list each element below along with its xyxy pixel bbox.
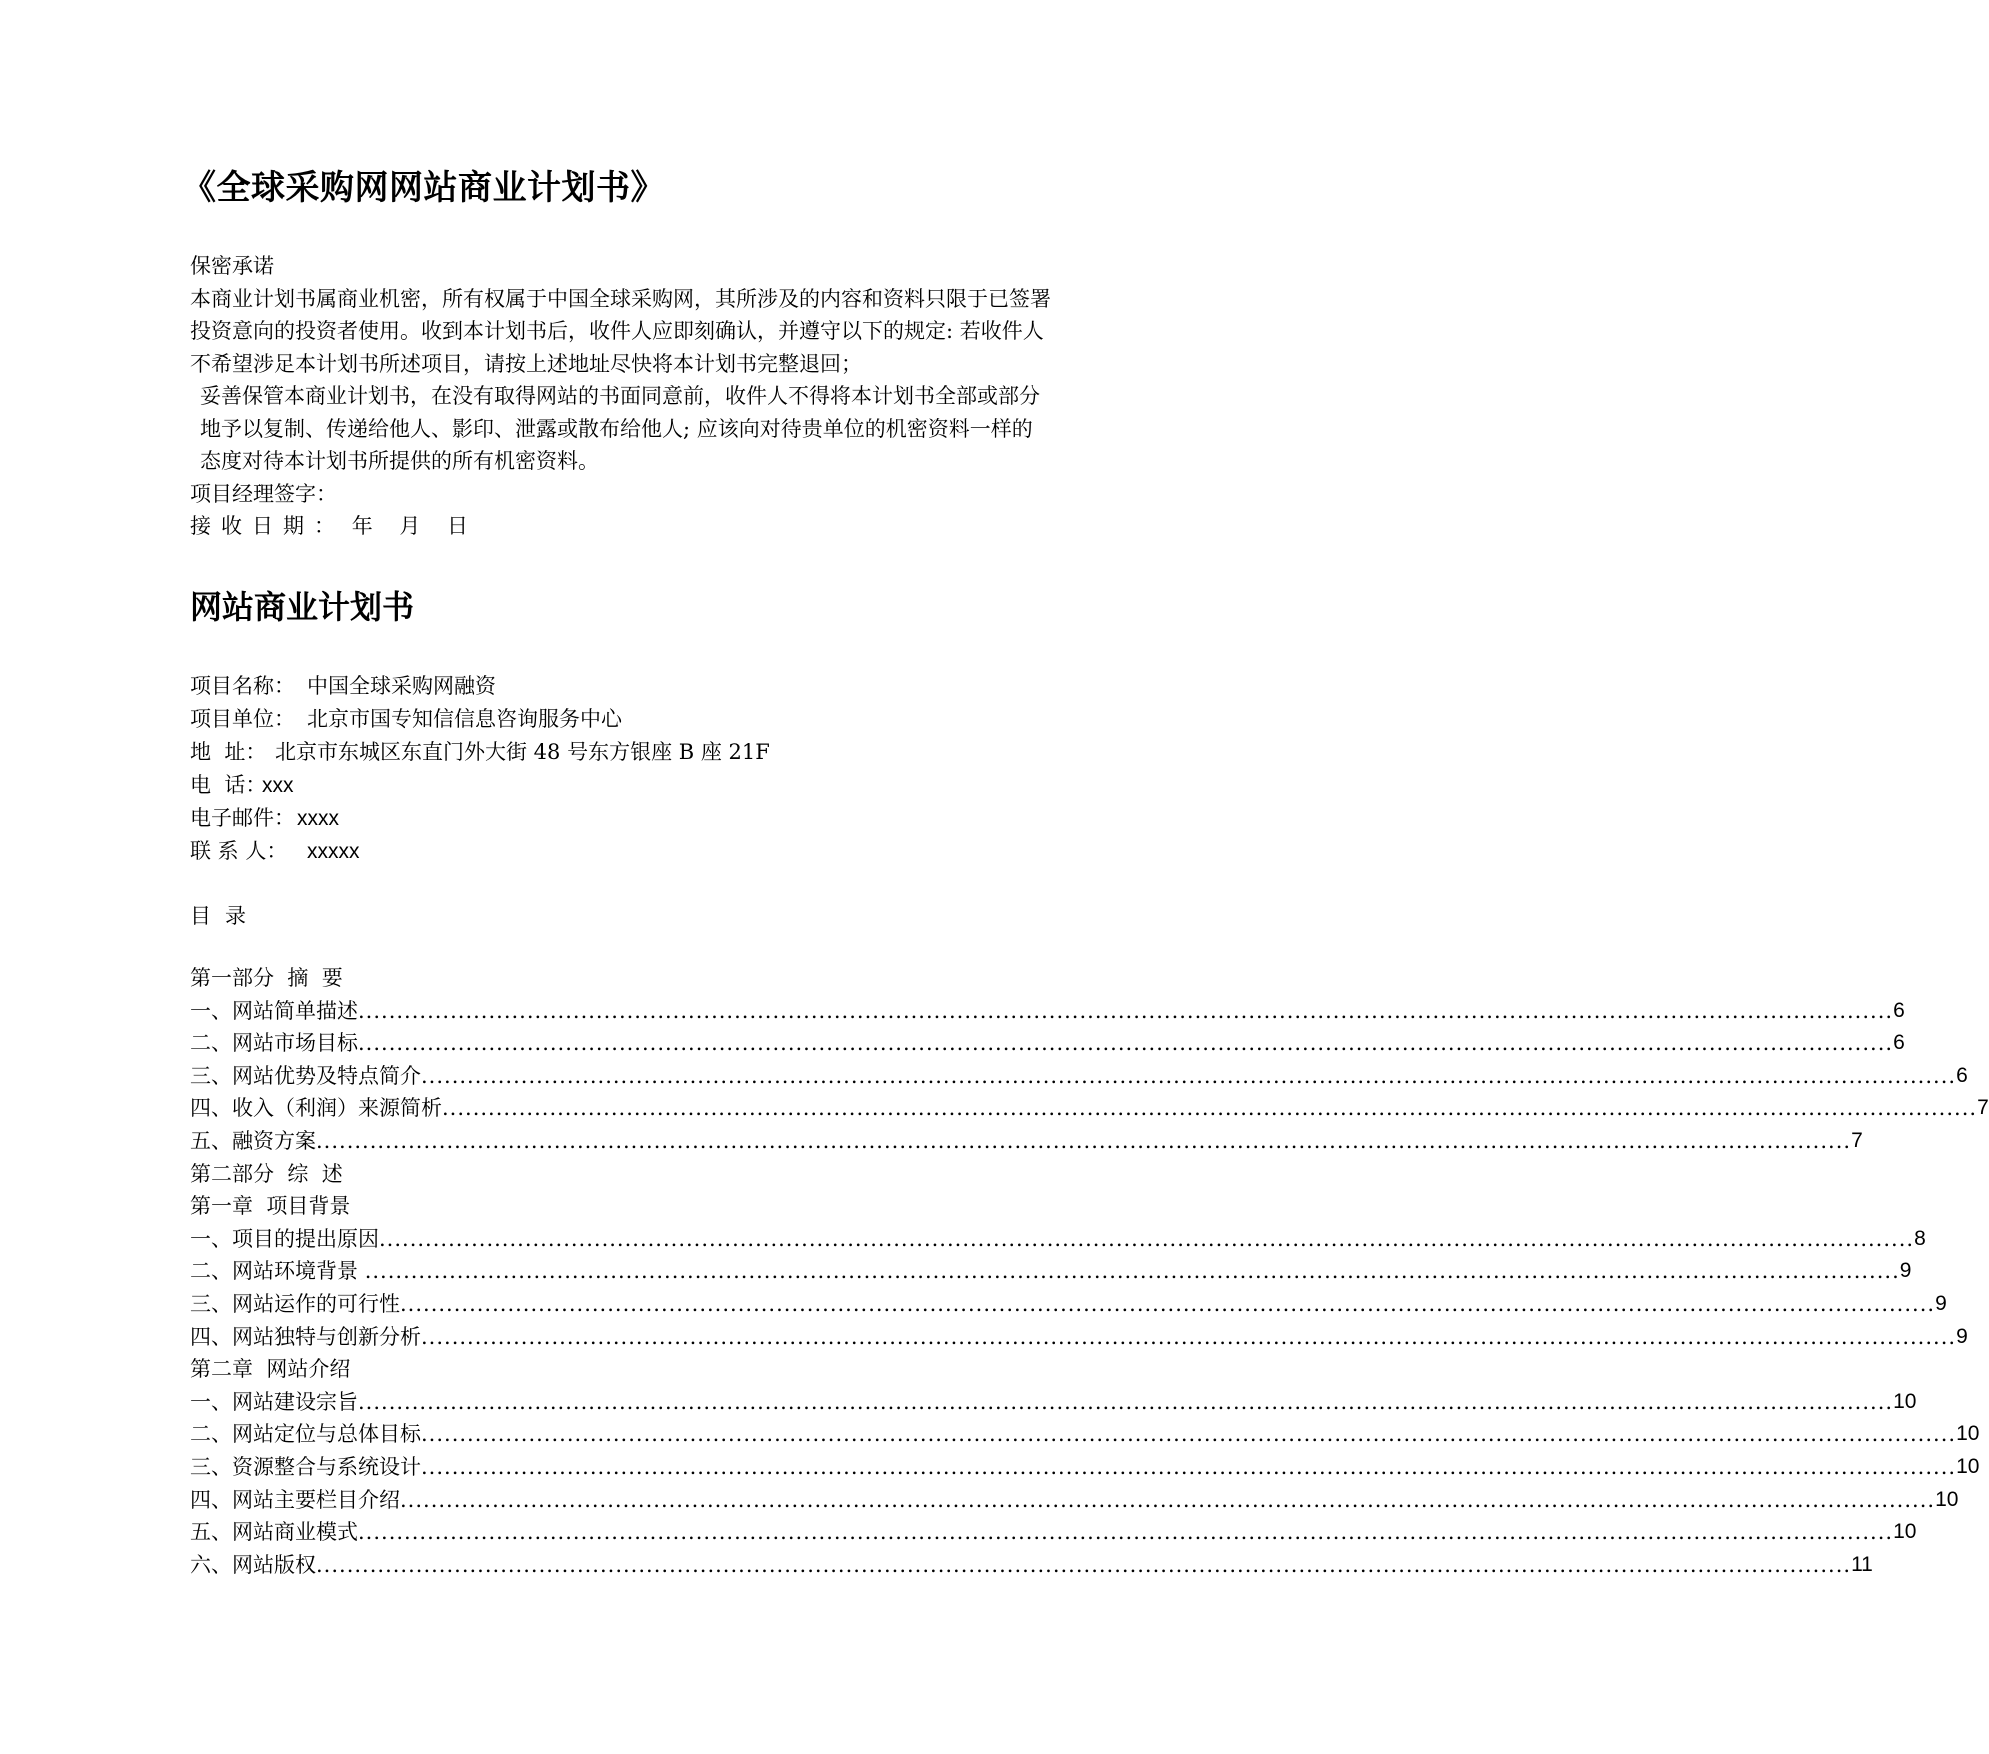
- toc-entry-text: 二、网站定位与总体目标: [190, 1422, 421, 1447]
- contact-label: 联 系 人：: [190, 839, 288, 863]
- toc-leader-dots: ........................................................................................................................................................................................................: [400, 1291, 1936, 1316]
- receive-date-line: [190, 510, 1052, 543]
- toc-leader-dots: ........................................................................................................................................................................................................: [316, 1552, 1852, 1577]
- toc-part-heading: [190, 1158, 1050, 1191]
- toc-entry-line: [190, 1516, 1917, 1549]
- toc-part-heading: [190, 1190, 1050, 1223]
- toc-entry-text: 一、网站简单描述: [190, 998, 358, 1023]
- toc-entry-text: 五、网站商业模式: [190, 1520, 358, 1545]
- toc-entry: [190, 1125, 1863, 1158]
- toc-entry-text: 五、融资方案: [190, 1128, 316, 1153]
- toc-page-number: 6: [1893, 998, 1905, 1022]
- email-label: 电子邮件：: [190, 806, 295, 830]
- toc-leader-dots: ........................................................................................................................................................................................................: [358, 1520, 1894, 1545]
- toc-entry-line: [190, 1484, 1959, 1517]
- toc-entry-line: [190, 1223, 1926, 1256]
- toc-page-number: 9: [1935, 1291, 1947, 1315]
- toc-leader-dots: ........................................................................................................................................................................................................: [421, 1063, 1957, 1088]
- toc-entry: [190, 1549, 1873, 1582]
- toc-entry: [190, 1255, 1912, 1288]
- toc-page-number: 11: [1851, 1552, 1873, 1576]
- toc-leader-dots: ........................................................................................................................................................................................................: [400, 1487, 1936, 1512]
- toc-page-number: 10: [1935, 1487, 1959, 1511]
- toc-entry: [190, 1451, 1980, 1484]
- toc-leader-dots: ........................................................................................................................................................................................................: [358, 998, 1894, 1023]
- receive-date-value: 年 月 日: [351, 514, 479, 538]
- confidentiality-paragraph-1: 本商业计划书属商业机密，所有权属于中国全球采购网，其所涉及的内容和资料只限于已签署投资意向的投资者使用。收到本计划书后，收件人应即刻确认，并遵守以下的规定: 若收件人不希望涉足本计划书所述项目，请按上述地址尽快将本计划书完整退回；: [190, 286, 1051, 376]
- toc-entry-line: [190, 1386, 1917, 1419]
- toc-page-number: 7: [1977, 1096, 1989, 1120]
- toc-entry-text: 一、项目的提出原因: [190, 1226, 379, 1251]
- toc-entry-line: [190, 1092, 1989, 1125]
- toc-entry-line: [190, 1549, 1873, 1582]
- toc-entry-line: [190, 1451, 1980, 1484]
- toc-part-label: 第二部分 综 述: [190, 1161, 343, 1186]
- toc-leader-dots: ........................................................................................................................................................................................................: [358, 1031, 1894, 1056]
- receive-date-label: 接收日期：: [190, 514, 345, 538]
- toc-entry-text: 二、网站市场目标: [190, 1031, 358, 1056]
- toc-part-heading: [190, 962, 1050, 995]
- toc-part-label: 第一部分 摘 要: [190, 966, 343, 990]
- toc-leader-dots: ........................................................................................................................................................................................................: [358, 1389, 1894, 1414]
- toc-entry: [190, 1386, 1917, 1419]
- toc-entry: [190, 1060, 1968, 1093]
- phone-label: 电 话：: [190, 773, 267, 797]
- phone-value: xxx: [262, 774, 294, 797]
- toc-leader-dots: ........................................................................................................................................................................................................: [421, 1324, 1957, 1349]
- toc-page-number: 9: [1956, 1324, 1968, 1348]
- toc-page-number: 7: [1851, 1128, 1863, 1152]
- toc-entry: [190, 1092, 1989, 1125]
- toc-part-label: 第二章 网站介绍: [190, 1357, 351, 1382]
- toc-leader-dots: ........................................................................................................................................................................................................: [421, 1454, 1957, 1479]
- contact-row: [190, 835, 770, 868]
- toc-entry-text: 二、网站环境背景: [190, 1259, 365, 1284]
- project-name-label: 项目名称：: [190, 674, 295, 698]
- confidentiality-section: [190, 250, 1052, 543]
- toc-leader-dots: ........................................................................................................................................................................................................: [379, 1226, 1915, 1251]
- email-value: xxxx: [297, 807, 339, 830]
- toc-page-number: 10: [1893, 1389, 1917, 1413]
- toc-entry: [190, 1288, 1947, 1321]
- toc-page-number: 10: [1956, 1454, 1980, 1478]
- project-info: [190, 670, 770, 868]
- address-label: 地 址：: [190, 740, 267, 764]
- toc-entry: [190, 1223, 1926, 1256]
- contact-value: xxxxx: [307, 840, 360, 863]
- email-row: [190, 802, 770, 835]
- toc-leader-dots: ........................................................................................................................................................................................................: [442, 1096, 1978, 1121]
- confidentiality-heading: 保密承诺: [190, 254, 274, 278]
- toc-entry: [190, 1418, 1980, 1451]
- project-unit-label: 项目单位：: [190, 707, 295, 731]
- toc-leader-dots: ........................................................................................................................................................................................................: [364, 1259, 1900, 1284]
- toc-entry-line: [190, 1027, 1905, 1060]
- toc-entry-line: [190, 1255, 1912, 1288]
- toc-entry-text: 四、网站独特与创新分析: [190, 1324, 421, 1349]
- section-title: 网站商业计划书: [190, 588, 415, 626]
- toc-entry-text: 四、收入（利润）来源简析: [190, 1096, 442, 1121]
- document-title: 《全球采购网网站商业计划书》: [182, 168, 665, 208]
- toc-entry: [190, 995, 1905, 1028]
- toc-page-number: 6: [1893, 1031, 1905, 1055]
- toc-entry: [190, 1484, 1959, 1517]
- address-row: [190, 736, 770, 769]
- toc-entry: [190, 1516, 1917, 1549]
- toc-page-number: 10: [1893, 1520, 1917, 1544]
- toc-entry-text: 三、资源整合与系统设计: [190, 1454, 421, 1479]
- project-unit-row: [190, 703, 770, 736]
- toc-leader-dots: ........................................................................................................................................................................................................: [316, 1128, 1852, 1153]
- toc-page-number: 6: [1956, 1063, 1968, 1087]
- toc-entry-text: 六、网站版权: [190, 1552, 316, 1577]
- confidentiality-paragraph-2: 妥善保管本商业计划书，在没有取得网站的书面同意前，收件人不得将本计划书全部或部分地予以复制、传递给他人、影印、泄露或散布给他人; 应该向对待贵单位的机密资料一样的态度对待本计划书所提供的所有机密资料。: [200, 384, 1040, 473]
- project-name-row: [190, 670, 770, 703]
- phone-row: [190, 769, 770, 802]
- toc-heading: 目录: [190, 904, 260, 928]
- project-name-value: 中国全球采购网融资: [307, 674, 496, 698]
- toc-entry-line: [190, 1288, 1947, 1321]
- toc-page-number: 10: [1956, 1422, 1980, 1446]
- toc-entry-text: 一、网站建设宗旨: [190, 1389, 358, 1414]
- toc-part-label: 第一章 项目背景: [190, 1194, 351, 1219]
- toc-entry-text: 四、网站主要栏目介绍: [190, 1487, 400, 1512]
- toc-part-heading: [190, 1353, 1050, 1386]
- toc-leader-dots: ........................................................................................................................................................................................................: [421, 1422, 1957, 1447]
- toc-entry-text: 三、网站优势及特点简介: [190, 1063, 421, 1088]
- project-unit-value: 北京市国专知信信息咨询服务中心: [307, 707, 622, 731]
- toc-entry-line: [190, 1060, 1968, 1093]
- toc-entry-line: [190, 1125, 1863, 1158]
- toc-page-number: 8: [1914, 1226, 1926, 1250]
- toc-page-number: 9: [1899, 1259, 1912, 1283]
- toc-entry: [190, 1321, 1968, 1354]
- toc-entry-line: [190, 995, 1905, 1028]
- toc-entry-line: [190, 1321, 1968, 1354]
- toc-entry-line: [190, 1418, 1980, 1451]
- address-value: 北京市东城区东直门外大街 48 号东方银座 B 座 21F: [275, 740, 770, 764]
- table-of-contents: [190, 962, 1989, 1581]
- toc-entry-text: 三、网站运作的可行性: [190, 1291, 400, 1316]
- toc-entry: [190, 1027, 1905, 1060]
- signature-label: 项目经理签字：: [190, 481, 337, 506]
